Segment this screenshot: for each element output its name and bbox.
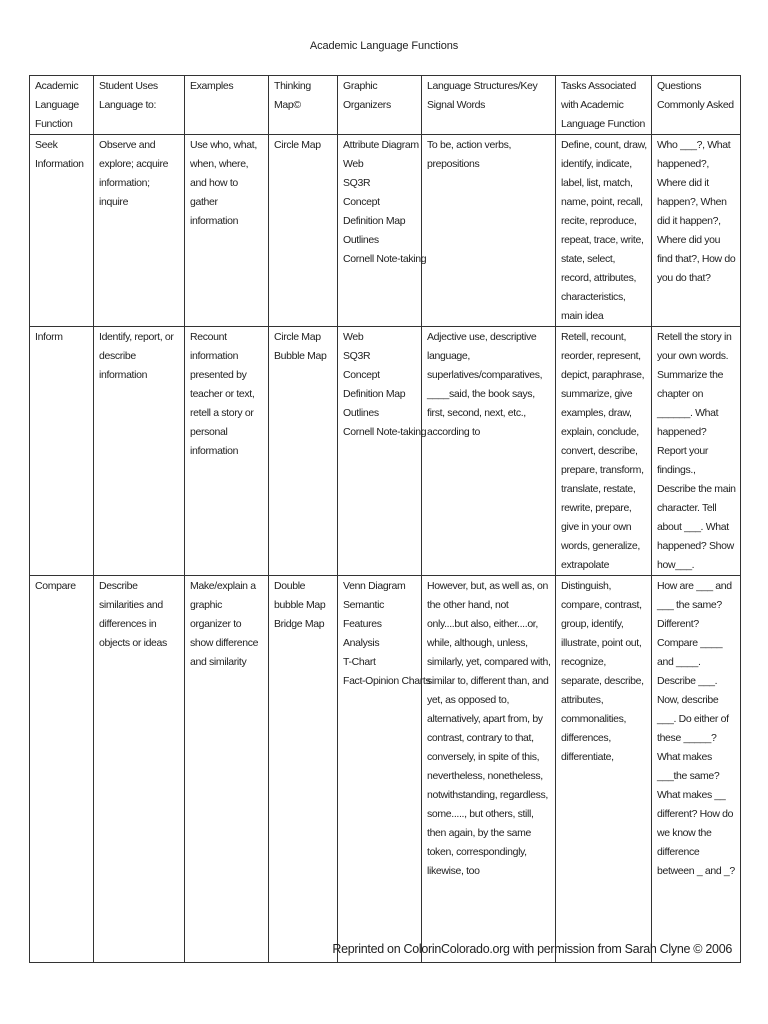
header-cell-tasks: Tasks Associated with Academic Language Function xyxy=(556,76,652,135)
header-cell-graphic-organizers: Graphic Organizers xyxy=(338,76,422,135)
cell-examples: Make/explain a graphic organizer to show difference and similarity xyxy=(185,576,269,963)
cell-student-uses: Identify, report, or describe information xyxy=(94,327,185,576)
cell-tasks: Retell, recount, reorder, represent, depict, paraphrase, summarize, give examples, draw, explain, conclude, convert, describe, prepare, transform, translate, restate, rewrite, prepare, give in your own words, generalize, extrapolate xyxy=(556,327,652,576)
header-cell-language-structures: Language Structures/Key Signal Words xyxy=(422,76,556,135)
cell-student-uses: Describe similarities and differences in objects or ideas xyxy=(94,576,185,963)
cell-language-structures: However, but, as well as, on the other hand, not only....but also, either....or, while, although, unless, similarly, yet, compared with, similar to, different than, and yet, as opposed to, alternatively, apart from, by contrast, contrary to that, conversely, in spite of this, nevertheless, nonetheless, notwithstanding, regardless, some....., but others, still, then again, by the same token, correspondingly, likewise, too xyxy=(422,576,556,963)
cell-graphic-organizers xyxy=(338,135,427,327)
organizer-item: Attribute Diagram xyxy=(343,139,419,151)
cell-thinking-map xyxy=(269,327,338,576)
thinking-map-item: Double bubble Map xyxy=(274,580,326,611)
cell-graphic-organizers xyxy=(338,576,431,963)
cell-function: Compare xyxy=(30,576,94,963)
organizer-item: Concept Definition Map xyxy=(343,369,406,400)
header-cell-thinking-map: Thinking Map© xyxy=(269,76,338,135)
cell-examples: Recount information presented by teacher or text, retell a story or personal information xyxy=(185,327,269,576)
organizer-item: Cornell Note-taking xyxy=(343,253,427,265)
footer-credit: Reprinted on ColorinColorado.org with permission from Sarah Clyne © 2006 xyxy=(332,942,732,956)
table-row-inform xyxy=(30,327,741,576)
organizer-item: SQ3R xyxy=(343,177,371,189)
page-title: Academic Language Functions xyxy=(309,40,459,52)
cell-examples: Use who, what, when, where, and how to gather information xyxy=(185,135,269,327)
table-row-seek-information xyxy=(30,135,741,327)
cell-language-structures: To be, action verbs, prepositions xyxy=(422,135,556,327)
cell-tasks: Define, count, draw, identify, indicate, label, list, match, name, point, recall, recite, reproduce, repeat, trace, write, state, select, record, attributes, characteristics, main idea xyxy=(556,135,652,327)
organizer-item: Semantic Features Analysis xyxy=(343,599,384,649)
table-row-compare xyxy=(30,576,741,963)
cell-thinking-map xyxy=(269,576,338,963)
organizer-item: Web xyxy=(343,331,364,343)
organizer-item: Venn Diagram xyxy=(343,580,406,592)
header-cell-questions: Questions Commonly Asked xyxy=(652,76,741,135)
cell-tasks: Distinguish, compare, contrast, group, identify, illustrate, point out, recognize, separate, describe, attributes, commonalities, differences, differentiate, xyxy=(556,576,652,963)
organizer-item: Outlines xyxy=(343,234,379,246)
cell-graphic-organizers xyxy=(338,327,427,576)
organizer-item: T-Chart xyxy=(343,656,376,668)
cell-questions: How are ___ and ___ the same? Different? Compare ____ and ____. Describe ___. Now, describe ___. Do either of these _____? What makes ___the same? What makes __ different? How do we know the difference between _ and _? xyxy=(652,576,741,963)
thinking-map-item: Circle Map xyxy=(274,331,321,343)
thinking-map-item: Bridge Map xyxy=(274,618,325,630)
cell-function: Inform xyxy=(30,327,94,576)
organizer-item: SQ3R xyxy=(343,350,371,362)
header-cell-function: Academic Language Function xyxy=(30,76,94,135)
cell-language-structures: Adjective use, descriptive language, superlatives/comparatives, ____said, the book says, first, second, next, etc., according to xyxy=(422,327,556,576)
thinking-map-item: Circle Map xyxy=(274,139,321,151)
cell-function: Seek Information xyxy=(30,135,94,327)
organizer-item: Concept Definition Map xyxy=(343,196,406,227)
organizer-item: Web xyxy=(343,158,364,170)
thinking-map-item: Bubble Map xyxy=(274,350,327,362)
cell-thinking-map xyxy=(269,135,338,327)
header-cell-student-uses: Student Uses Language to: xyxy=(94,76,185,135)
organizer-item: Fact-Opinion Charts xyxy=(343,675,431,687)
cell-student-uses: Observe and explore; acquire information; inquire xyxy=(94,135,185,327)
header-cell-examples: Examples xyxy=(185,76,269,135)
organizer-item: Cornell Note-taking xyxy=(343,426,427,438)
organizer-item: Outlines xyxy=(343,407,379,419)
table-header-row xyxy=(30,76,741,135)
academic-language-functions-table xyxy=(29,75,741,963)
cell-questions: Who ___?, What happened?, Where did it happen?, When did it happen?, Where did you find that?, How do you do that? xyxy=(652,135,741,327)
cell-questions: Retell the story in your own words. Summarize the chapter on ______. What happened? Report your findings., Describe the main character. Tell about ___. What happened? Show how___. xyxy=(652,327,741,576)
